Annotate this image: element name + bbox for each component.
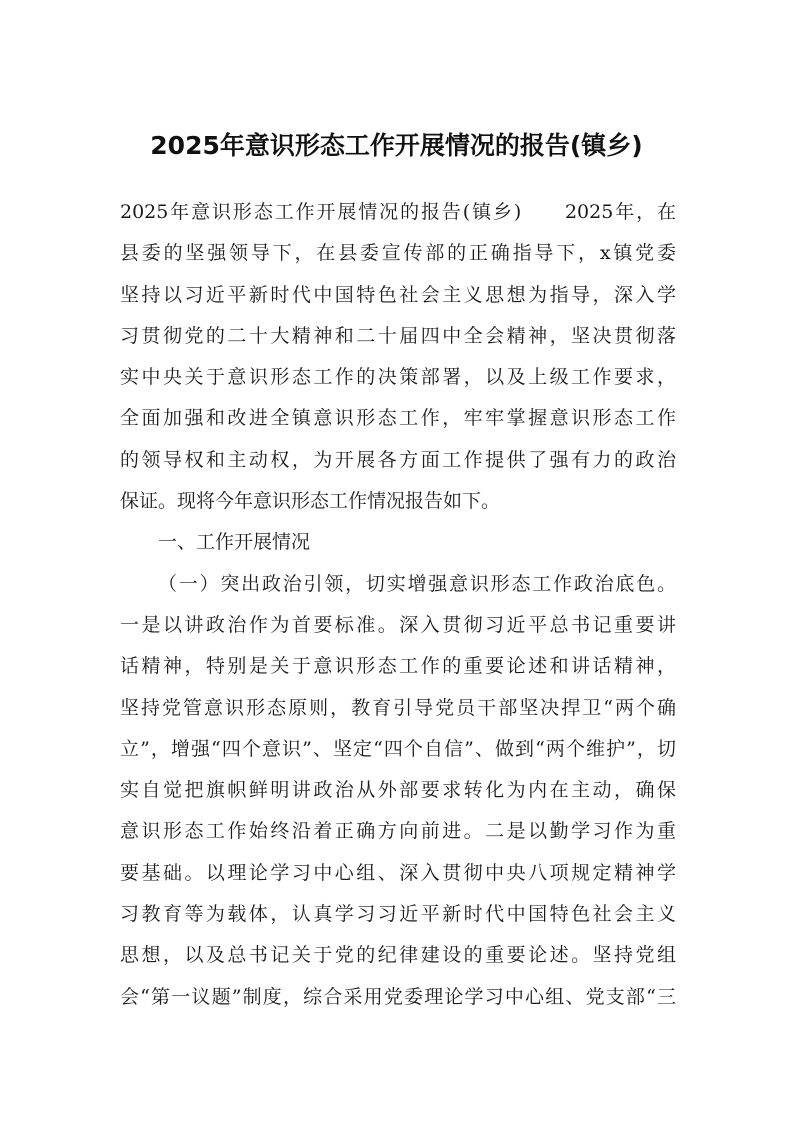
subsection-heading: （一）突出政治引领，切实增强意识形态工作政治底色。 [158,572,676,595]
paragraph-line: 保证。现将今年意识形态工作情况报告如下。 [120,490,501,513]
paragraph-line: 坚持以习近平新时代中国特色社会主义思想为指导，深入学 [120,283,676,306]
paragraph-line: 习贯彻党的二十大精神和二十届四中全会精神，坚决贯彻落 [120,324,676,347]
paragraph-line: 实自觉把旗帜鲜明讲政治从外部要求转化为内在主动，确保 [120,779,676,802]
paragraph-line: 一是以讲政治作为首要标准。深入贯彻习近平总书记重要讲 [120,613,676,636]
paragraph-line: 县委的坚强领导下，在县委宣传部的正确指导下，x镇党委 [120,242,676,265]
paragraph-line: 话精神，特别是关于意识形态工作的重要论述和讲话精神， [120,655,676,678]
paragraph-line: 会“第一议题”制度，综合采用党委理论学习中心组、党支部“三 [120,985,676,1008]
paragraph-line: 实中央关于意识形态工作的决策部署，以及上级工作要求， [120,366,676,389]
document-title: 2025年意识形态工作开展情况的报告(镇乡) [150,131,643,160]
paragraph-line: 思想，以及总书记关于党的纪律建设的重要论述。坚持党组 [120,944,676,967]
paragraph-line: 要基础。以理论学习中心组、深入贯彻中央八项规定精神学 [120,861,676,884]
paragraph-line: 的领导权和主动权，为开展各方面工作提供了强有力的政治 [120,448,676,471]
paragraph-line: 意识形态工作始终沿着正确方向前进。二是以勤学习作为重 [120,820,676,843]
paragraph-line: 立”，增强“四个意识”、坚定“四个自信”、做到“两个维护”，切 [120,737,676,760]
document-body [120,192,676,1018]
paragraph-line: 习教育等为载体，认真学习习近平新时代中国特色社会主义 [120,903,676,926]
paragraph-line: 全面加强和改进全镇意识形态工作，牢牢掌握意识形态工作 [120,407,676,430]
section-heading: 一、工作开展情况 [158,531,311,554]
paragraph-line: 2025年意识形态工作开展情况的报告(镇乡) 2025年，在 [120,201,676,223]
paragraph-line: 坚持党管意识形态原则，教育引导党员干部坚决捍卫“两个确 [120,696,676,719]
